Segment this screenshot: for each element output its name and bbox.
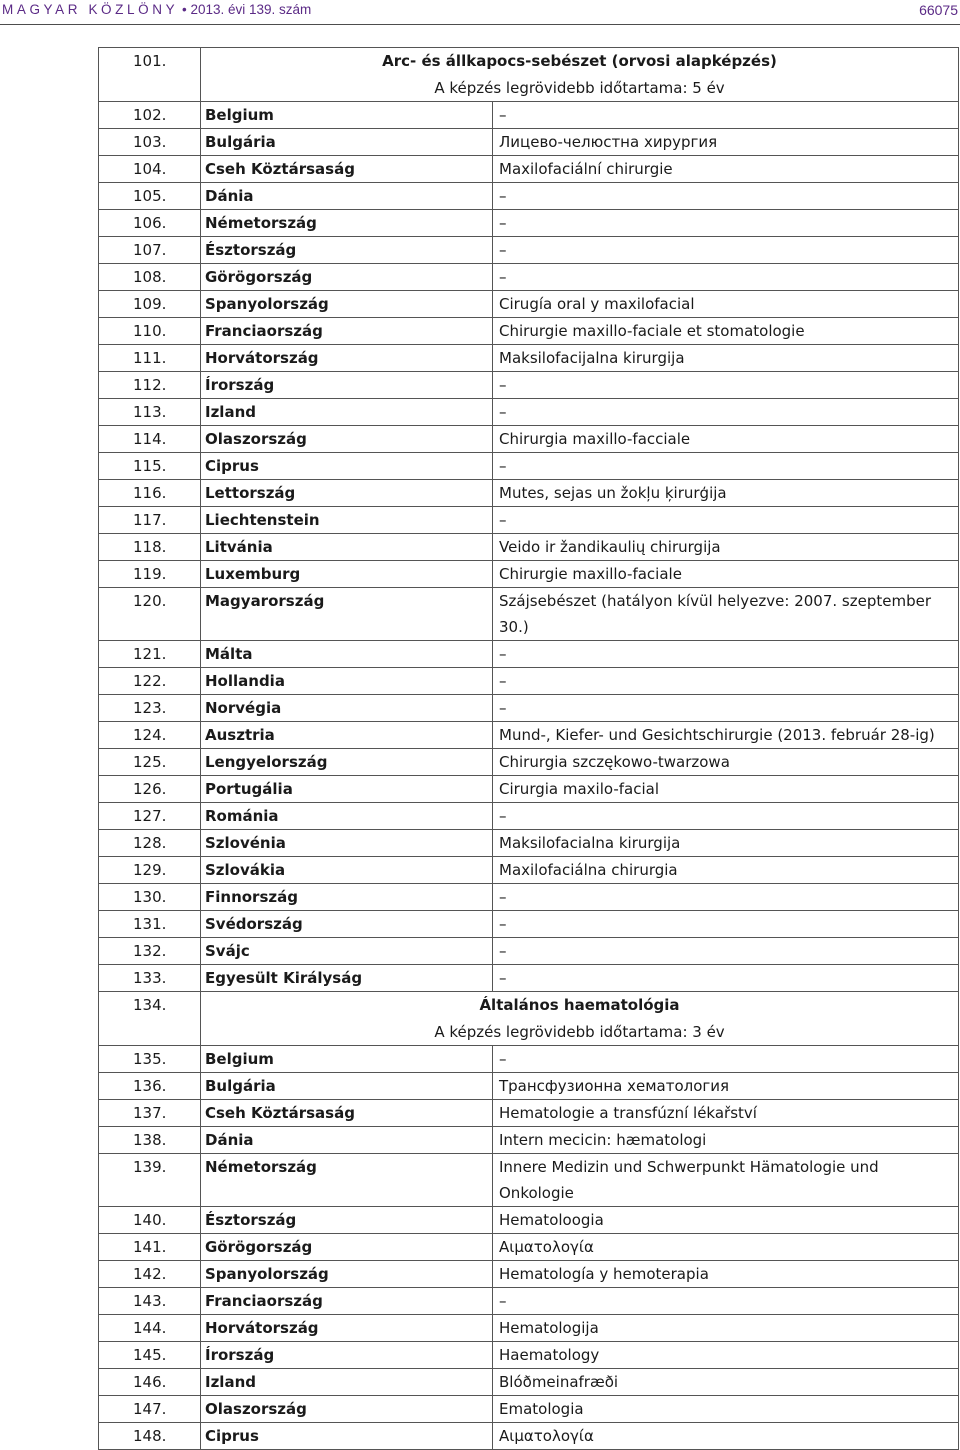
country-name: Málta (201, 641, 493, 668)
table-row (99, 480, 959, 507)
table-row (99, 1369, 959, 1396)
table-row (99, 1342, 959, 1369)
row-number: 129. (99, 857, 201, 884)
table-row (99, 426, 959, 453)
specialty-name: Maksilofacijalna kirurgija (493, 345, 959, 372)
country-name: Belgium (201, 1046, 493, 1073)
page-number: 66075 (919, 2, 958, 18)
table-row (99, 965, 959, 992)
country-name: Norvégia (201, 695, 493, 722)
row-number: 136. (99, 1073, 201, 1100)
row-number: 137. (99, 1100, 201, 1127)
row-number: 138. (99, 1127, 201, 1154)
row-number: 112. (99, 372, 201, 399)
table-row (99, 453, 959, 480)
table-row (99, 1396, 959, 1423)
section-heading-row (99, 48, 959, 102)
journal-title: MAGYAR KÖZLÖNY (2, 2, 179, 17)
row-number: 115. (99, 453, 201, 480)
country-name: Hollandia (201, 668, 493, 695)
country-name: Izland (201, 399, 493, 426)
table-row (99, 318, 959, 345)
country-name: Egyesült Királyság (201, 965, 493, 992)
specialty-name: Intern mecicin: hæmatologi (493, 1127, 959, 1154)
country-name: Írország (201, 372, 493, 399)
specialty-name: – (493, 965, 959, 992)
row-number: 148. (99, 1423, 201, 1450)
table-row (99, 722, 959, 749)
country-name: Liechtenstein (201, 507, 493, 534)
country-name: Belgium (201, 102, 493, 129)
specialty-name: Innere Medizin und Schwerpunkt Hämatologie und Onkologie (493, 1154, 959, 1207)
row-number: 147. (99, 1396, 201, 1423)
country-name: Luxemburg (201, 561, 493, 588)
row-number: 116. (99, 480, 201, 507)
country-name: Magyarország (201, 588, 493, 641)
country-name: Bulgária (201, 1073, 493, 1100)
specialty-name: Αιματολογία (493, 1423, 959, 1450)
table-row (99, 1207, 959, 1234)
table-row (99, 129, 959, 156)
section-heading (201, 48, 959, 102)
country-name: Észtország (201, 237, 493, 264)
row-number: 142. (99, 1261, 201, 1288)
country-name: Franciaország (201, 1288, 493, 1315)
specialty-name: – (493, 102, 959, 129)
section-duration: A képzés legrövidebb időtartama: 5 év (434, 78, 725, 97)
specialty-name: – (493, 641, 959, 668)
table-row (99, 210, 959, 237)
row-number: 132. (99, 938, 201, 965)
row-number: 113. (99, 399, 201, 426)
specialty-name: Mutes, sejas un žokļu ķirurģija (493, 480, 959, 507)
table-row (99, 1234, 959, 1261)
specialty-name: Maksilofacialna kirurgija (493, 830, 959, 857)
country-name: Horvátország (201, 345, 493, 372)
table-row (99, 507, 959, 534)
row-number: 121. (99, 641, 201, 668)
country-name: Görögország (201, 1234, 493, 1261)
row-number: 146. (99, 1369, 201, 1396)
country-name: Finnország (201, 884, 493, 911)
table-row (99, 695, 959, 722)
table-row (99, 345, 959, 372)
row-number: 119. (99, 561, 201, 588)
specialty-name: Maxilofaciální chirurgie (493, 156, 959, 183)
row-number: 123. (99, 695, 201, 722)
row-number: 120. (99, 588, 201, 641)
specialty-name: Cirurgia maxilo-facial (493, 776, 959, 803)
row-number: 131. (99, 911, 201, 938)
table-row (99, 1046, 959, 1073)
specialty-name: – (493, 507, 959, 534)
header-bullet: • (181, 2, 187, 17)
specialty-name: Hematoloogia (493, 1207, 959, 1234)
specialty-name: Αιματολογία (493, 1234, 959, 1261)
specialty-name: – (493, 803, 959, 830)
specialty-table (98, 47, 959, 1450)
row-number: 108. (99, 264, 201, 291)
row-number: 145. (99, 1342, 201, 1369)
row-number: 107. (99, 237, 201, 264)
specialty-name: – (493, 453, 959, 480)
table-row (99, 884, 959, 911)
header-divider (0, 24, 960, 25)
table-row (99, 830, 959, 857)
specialty-name: Hematologija (493, 1315, 959, 1342)
specialty-name: – (493, 1288, 959, 1315)
specialty-name: Ematologia (493, 1396, 959, 1423)
table-row (99, 938, 959, 965)
country-name: Svájc (201, 938, 493, 965)
country-name: Görögország (201, 264, 493, 291)
specialty-name: Chirurgie maxillo-faciale et stomatologie (493, 318, 959, 345)
row-number: 109. (99, 291, 201, 318)
table-row (99, 264, 959, 291)
table-row (99, 1423, 959, 1450)
country-name: Dánia (201, 183, 493, 210)
section-heading-row (99, 992, 959, 1046)
row-number: 127. (99, 803, 201, 830)
table-row (99, 534, 959, 561)
table-row (99, 156, 959, 183)
table-row (99, 399, 959, 426)
row-number: 124. (99, 722, 201, 749)
table-row (99, 1100, 959, 1127)
specialty-name: Трансфузионна хематология (493, 1073, 959, 1100)
country-name: Franciaország (201, 318, 493, 345)
country-name: Románia (201, 803, 493, 830)
specialty-name: – (493, 668, 959, 695)
row-number: 125. (99, 749, 201, 776)
specialty-name: Chirurgia maxillo-facciale (493, 426, 959, 453)
section-title: Arc- és állkapocs-sebészet (orvosi alapképzés) (382, 52, 777, 70)
country-name: Németország (201, 1154, 493, 1207)
table-row (99, 911, 959, 938)
specialty-name: Cirugía oral y maxilofacial (493, 291, 959, 318)
journal-issue-line (2, 2, 311, 17)
country-name: Lengyelország (201, 749, 493, 776)
row-number: 143. (99, 1288, 201, 1315)
country-name: Ausztria (201, 722, 493, 749)
specialty-name: – (493, 938, 959, 965)
country-name: Cseh Köztársaság (201, 1100, 493, 1127)
specialty-name: – (493, 210, 959, 237)
table-row (99, 183, 959, 210)
specialty-name: – (493, 884, 959, 911)
table-row (99, 1073, 959, 1100)
country-name: Bulgária (201, 129, 493, 156)
table-row (99, 857, 959, 884)
country-name: Spanyolország (201, 1261, 493, 1288)
country-name: Ciprus (201, 1423, 493, 1450)
country-name: Portugália (201, 776, 493, 803)
specialty-name: Chirurgia szczękowo-twarzowa (493, 749, 959, 776)
country-name: Litvánia (201, 534, 493, 561)
table-row (99, 1315, 959, 1342)
table-row (99, 641, 959, 668)
specialty-name: – (493, 911, 959, 938)
country-name: Olaszország (201, 426, 493, 453)
table-row (99, 1288, 959, 1315)
table-row (99, 668, 959, 695)
specialty-name: – (493, 695, 959, 722)
specialty-name: Szájsebészet (hatályon kívül helyezve: 2007. szeptember 30.) (493, 588, 959, 641)
specialty-name: – (493, 237, 959, 264)
table-row (99, 372, 959, 399)
section-heading (201, 992, 959, 1046)
country-name: Horvátország (201, 1315, 493, 1342)
row-number: 140. (99, 1207, 201, 1234)
section-duration: A képzés legrövidebb időtartama: 3 év (434, 1022, 725, 1041)
row-number: 102. (99, 102, 201, 129)
issue-label: 2013. évi 139. szám (190, 2, 312, 17)
row-number: 110. (99, 318, 201, 345)
country-name: Izland (201, 1369, 493, 1396)
specialty-name: Hematología y hemoterapia (493, 1261, 959, 1288)
country-name: Lettország (201, 480, 493, 507)
section-title: Általános haematológia (479, 996, 680, 1014)
row-number: 104. (99, 156, 201, 183)
table-row (99, 1127, 959, 1154)
specialty-name: Лицево-челюстна хирургия (493, 129, 959, 156)
page-header (0, 0, 960, 26)
table-row (99, 588, 959, 641)
specialty-table-body (99, 48, 959, 1450)
country-name: Szlovákia (201, 857, 493, 884)
row-number: 122. (99, 668, 201, 695)
specialty-name: – (493, 1046, 959, 1073)
row-number: 114. (99, 426, 201, 453)
specialty-name: – (493, 183, 959, 210)
row-number: 111. (99, 345, 201, 372)
table-row (99, 561, 959, 588)
row-number: 117. (99, 507, 201, 534)
country-name: Cseh Köztársaság (201, 156, 493, 183)
country-name: Németország (201, 210, 493, 237)
country-name: Írország (201, 1342, 493, 1369)
row-number: 106. (99, 210, 201, 237)
country-name: Ciprus (201, 453, 493, 480)
row-number: 141. (99, 1234, 201, 1261)
row-number: 133. (99, 965, 201, 992)
table-row (99, 1154, 959, 1207)
row-number: 139. (99, 1154, 201, 1207)
row-number: 126. (99, 776, 201, 803)
specialty-name: – (493, 399, 959, 426)
row-number: 128. (99, 830, 201, 857)
country-name: Olaszország (201, 1396, 493, 1423)
country-name: Spanyolország (201, 291, 493, 318)
row-number: 118. (99, 534, 201, 561)
section-number: 134. (99, 992, 201, 1046)
specialty-name: Blóðmeinafræði (493, 1369, 959, 1396)
row-number: 135. (99, 1046, 201, 1073)
row-number: 103. (99, 129, 201, 156)
country-name: Észtország (201, 1207, 493, 1234)
row-number: 144. (99, 1315, 201, 1342)
table-row (99, 749, 959, 776)
specialty-name: – (493, 264, 959, 291)
table-row (99, 1261, 959, 1288)
specialty-name: – (493, 372, 959, 399)
table-row (99, 102, 959, 129)
country-name: Szlovénia (201, 830, 493, 857)
row-number: 105. (99, 183, 201, 210)
table-row (99, 237, 959, 264)
section-number: 101. (99, 48, 201, 102)
specialty-name: Chirurgie maxillo-faciale (493, 561, 959, 588)
specialty-name: Maxilofaciálna chirurgia (493, 857, 959, 884)
specialty-name: Hematologie a transfúzní lékařství (493, 1100, 959, 1127)
table-row (99, 803, 959, 830)
country-name: Dánia (201, 1127, 493, 1154)
specialty-name: Mund-, Kiefer- und Gesichtschirurgie (2013. február 28-ig) (493, 722, 959, 749)
specialty-name: Veido ir žandikaulių chirurgija (493, 534, 959, 561)
specialty-name: Haematology (493, 1342, 959, 1369)
country-name: Svédország (201, 911, 493, 938)
table-row (99, 291, 959, 318)
table-row (99, 776, 959, 803)
row-number: 130. (99, 884, 201, 911)
